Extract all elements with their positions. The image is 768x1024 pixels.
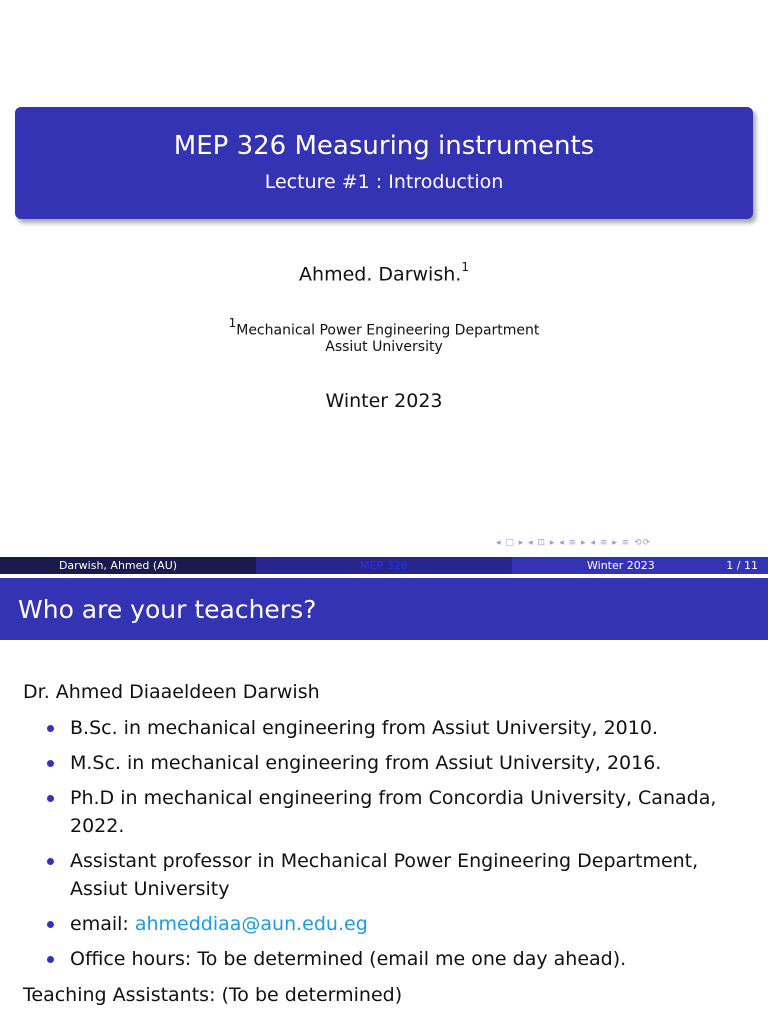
email-label: email: [70,913,135,935]
author [0,262,768,285]
bullet-position [46,847,746,903]
footer-date: Winter 2023 [587,559,655,572]
institute-footnote-mark: 1 [228,316,237,330]
author-footnote-mark: 1 [461,260,469,274]
bullet-text: Office hours: To be determined (email me one day ahead). [70,948,627,970]
footer-short-title: MEP 326 [256,557,512,574]
frame-title: Who are your teachers? [0,578,768,640]
bullet-phd [46,784,746,840]
footer-page-number: 1 / 11 [726,559,758,572]
instructor-bullets [46,714,746,980]
footer-date-page [512,557,768,574]
institute-line-1 [0,318,768,339]
bullet-email [46,910,746,938]
bullet-text: B.Sc. in mechanical engineering from Assiut University, 2010. [70,717,658,739]
institute-department: Mechanical Power Engineering Department [236,322,540,339]
presentation-subtitle: Lecture #1 : Introduction [264,171,504,193]
bullet-icon [47,795,54,802]
bullet-icon [47,921,54,928]
navigation-symbols[interactable]: ◂ □ ▸ ◂ ⊡ ▸ ◂ ≡ ▸ ◂ ≡ ▸ ≡ ⟲⟳ [496,538,652,548]
footer-author: Darwish, Ahmed (AU) [0,557,256,574]
bullet-text: Assistant professor in Mechanical Power Engineering Department, Assiut University [70,850,699,900]
bullet-text: M.Sc. in mechanical engineering from Assiut University, 2016. [70,752,662,774]
bullet-office-hours [46,945,746,973]
bullet-icon [47,858,54,865]
bullet-icon [47,760,54,767]
title-block [15,107,753,219]
slide-footer [0,557,768,574]
teaching-assistants: Teaching Assistants: (To be determined) [23,984,403,1006]
bullet-icon [47,725,54,732]
instructor-name: Dr. Ahmed Diaaeldeen Darwish [23,681,320,703]
institute-university: Assiut University [325,339,443,355]
teachers-slide [0,578,768,1024]
author-name: Ahmed. Darwish. [299,263,462,286]
bullet-bsc [46,714,746,742]
bullet-text: Ph.D in mechanical engineering from Concordia University, Canada, 2022. [70,787,717,837]
email-link[interactable]: ahmeddiaa@aun.edu.eg [134,913,368,935]
bullet-msc [46,749,746,777]
bullet-icon [47,956,54,963]
presentation-date: Winter 2023 [325,390,443,412]
presentation-title: MEP 326 Measuring instruments [173,131,595,161]
